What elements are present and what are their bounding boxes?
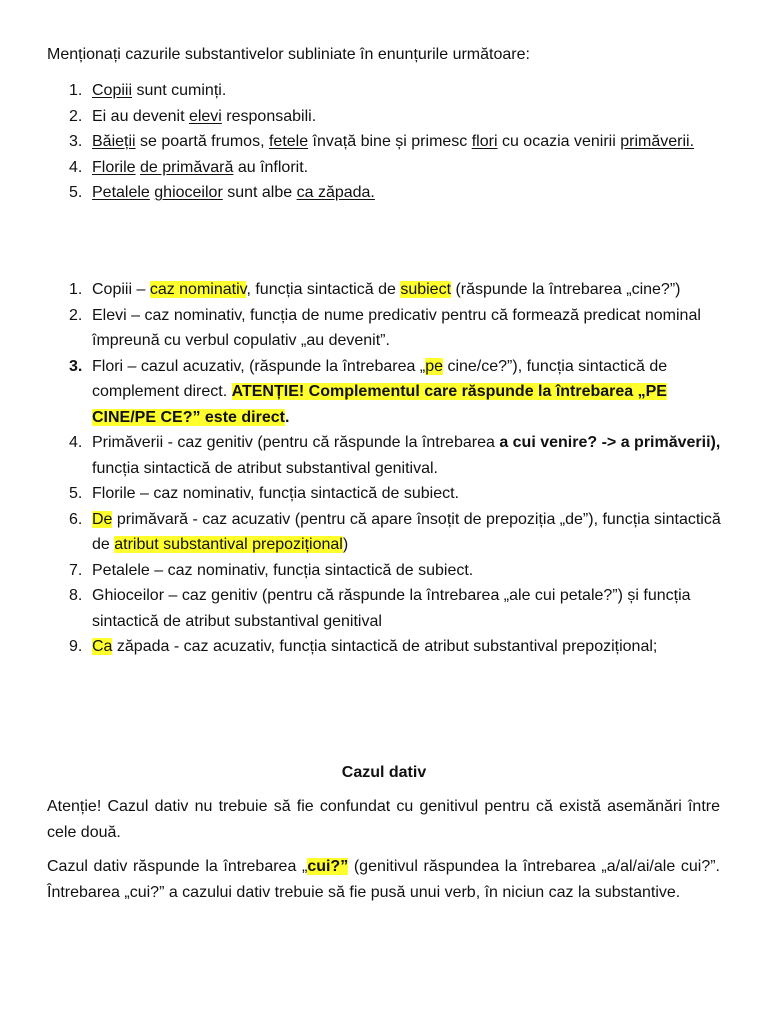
text-run: Ghioceilor – caz genitiv (pentru că răspunde la întrebarea „ale cui petale?”) și funcția sintactică de atribut substantival genitival — [92, 587, 691, 630]
section-title: Cazul dativ — [341, 764, 427, 781]
list-number: 1. — [69, 281, 83, 298]
text-run: Petalele – caz nominativ, funcția sintactică de subiect. — [92, 561, 474, 579]
underlined-word: primăverii. — [620, 133, 695, 150]
answer-item — [47, 277, 727, 303]
text-run: Ei au devenit — [92, 107, 189, 125]
list-number: 2. — [69, 107, 83, 125]
list-number: 8. — [69, 587, 83, 604]
text-run: Florile – caz nominativ, funcția sintactică de subiect. — [92, 485, 459, 502]
answer-item — [47, 583, 727, 634]
text-run: primăvară - caz acuzativ (pentru că apare însoțit de prepoziția „de”), funcția sintactică de — [92, 510, 721, 553]
underlined-word: flori — [471, 133, 498, 150]
text-run: cine/ce?”), funcția sintactică de complement direct. — [92, 357, 668, 400]
sentence-item — [47, 129, 727, 155]
underlined-word: de primăvară — [140, 158, 234, 176]
answer-item — [47, 430, 727, 481]
list-number: 4. — [69, 158, 83, 176]
list-number: 1. — [69, 82, 83, 99]
exercise-instruction: Menționați cazurile substantivelor subliniate în enunțurile următoare: — [47, 46, 530, 63]
text-run: Flori – cazul acuzativ, (răspunde la întrebarea „ — [92, 357, 426, 375]
text-run: învață bine și primesc — [308, 133, 472, 150]
underlined-word: elevi — [188, 107, 222, 125]
highlighted-text: pe — [425, 357, 443, 375]
sentence-item — [47, 155, 727, 181]
answer-item — [47, 507, 727, 558]
text-run: zăpada - caz acuzativ, funcția sintactică de atribut substantival prepozițional; — [112, 638, 658, 655]
underlined-word: fetele — [268, 133, 309, 150]
text-run: ) — [342, 536, 349, 553]
highlighted-text: caz nominativ — [149, 281, 247, 298]
underlined-word: ghioceilor — [154, 184, 223, 201]
text-run: se poartă frumos, — [135, 133, 269, 150]
text-run: (răspunde la întrebarea „cine?”) — [451, 281, 681, 298]
bold-text: a cui venire? -> a primăverii), — [499, 434, 721, 451]
paragraph-dative-question — [47, 854, 720, 905]
list-number: 2. — [69, 306, 83, 324]
text-run: sunt cuminți. — [132, 82, 227, 99]
sentence-item — [47, 78, 727, 104]
exercise-sentences-list — [47, 78, 727, 206]
underlined-word: Petalele — [92, 184, 150, 201]
text-run: funcția sintactică de atribut substantival genitival. — [92, 459, 438, 477]
bold-text: . — [284, 408, 290, 426]
highlighted-text: De — [92, 510, 113, 528]
text-run: sunt albe — [222, 184, 297, 201]
highlighted-text: Ca — [92, 638, 113, 655]
underlined-word: Băieții — [92, 133, 136, 150]
highlighted-text: cui?” — [307, 858, 349, 875]
highlighted-text: atribut substantival prepozițional — [114, 536, 343, 553]
text-run: Copiii – — [92, 281, 150, 298]
text-run: au înflorit. — [233, 158, 309, 176]
text-run: cu ocazia venirii — [497, 133, 621, 150]
sentence-item — [47, 180, 727, 206]
list-number: 4. — [69, 434, 83, 451]
text-run: responsabili. — [221, 107, 317, 125]
underlined-word: ca zăpada. — [296, 184, 375, 201]
answer-item — [47, 354, 727, 431]
list-number: 9. — [69, 638, 83, 655]
answer-item — [47, 634, 727, 660]
highlighted-text: subiect — [400, 281, 452, 298]
underlined-word: Florile — [92, 158, 136, 176]
text-run: Elevi – caz nominativ, funcția de nume predicativ pentru că formează predicat nominal împreună cu verbul copulativ „au devenit”. — [92, 306, 701, 349]
list-number: 6. — [69, 510, 83, 528]
text-run: Cazul dativ răspunde la întrebarea „ — [47, 858, 308, 875]
paragraph-warning — [47, 794, 720, 845]
answers-list — [47, 277, 727, 660]
answer-item — [47, 303, 727, 354]
answer-item — [47, 558, 727, 584]
underlined-word: Copiii — [92, 82, 133, 99]
text-run: , funcția sintactică de — [246, 281, 401, 298]
text-run: Primăverii - caz genitiv (pentru că răspunde la întrebarea — [92, 434, 500, 451]
sentence-item — [47, 104, 727, 130]
list-number: 5. — [69, 485, 83, 502]
answer-item — [47, 481, 727, 507]
list-number: 3. — [69, 133, 83, 150]
list-number: 7. — [69, 561, 83, 579]
list-number: 5. — [69, 184, 83, 201]
list-number: 3. — [69, 357, 83, 375]
text-run: Atenție! Cazul dativ nu trebuie să fie confundat cu genitivul pentru că există asemănări între cele două. — [47, 798, 720, 841]
highlighted-text: ATENȚIE! Complementul care răspunde la întrebarea „PE CINE/PE CE?” este direct — [92, 383, 667, 426]
text-run: (genitivul răspundea la întrebarea „a/al/ai/ale cui?”. Întrebarea „cui?” a cazului dativ trebuie să fie pusă unui verb, în niciun caz la substantive. — [47, 858, 720, 901]
